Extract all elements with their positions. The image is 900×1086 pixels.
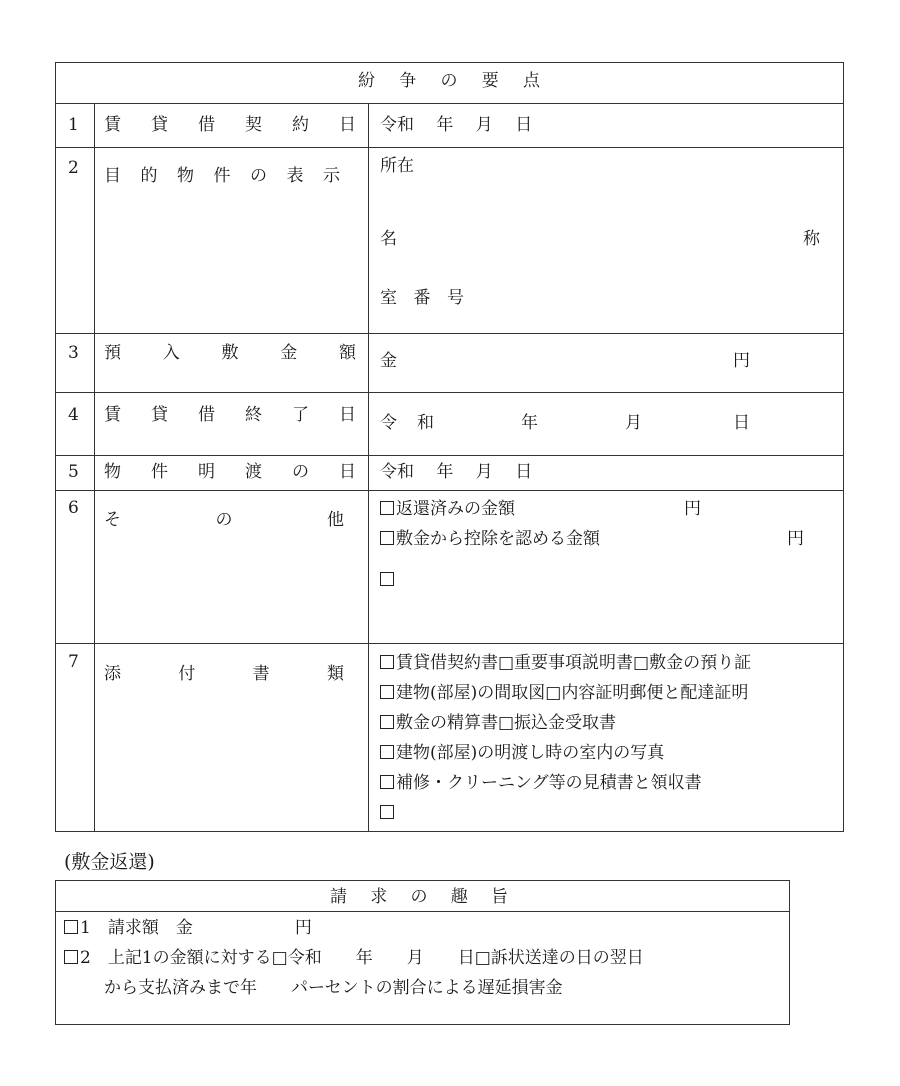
deposit-amount-prefix[interactable]: 金 <box>380 351 397 371</box>
checkbox-icon[interactable] <box>64 950 78 964</box>
attachment-line[interactable] <box>380 713 616 733</box>
dispute-title-char: 点 <box>523 71 540 91</box>
room-number-label: 室 番 号 <box>380 288 464 308</box>
row-divider <box>55 455 844 456</box>
attachment-text: 建物(部屋)の明渡し時の室内の写真 <box>396 743 665 763</box>
attachment-line[interactable] <box>380 773 702 793</box>
dispute-title-char: 要 <box>481 71 499 91</box>
claim-line-1[interactable] <box>64 918 312 938</box>
checkbox-icon[interactable] <box>380 775 394 789</box>
col-divider <box>94 103 95 832</box>
returned-amount-unit: 円 <box>684 499 701 519</box>
col-divider <box>368 103 369 832</box>
row-label: そ の 他 <box>104 510 344 530</box>
section-caption: (敷金返還) <box>64 851 155 873</box>
row-label: 物 件 明 渡 の 日 <box>104 462 356 482</box>
end-date-day[interactable]: 日 <box>733 413 750 433</box>
row-number: 6 <box>68 498 79 518</box>
location-label[interactable]: 所在 <box>380 156 414 176</box>
row-label: 目 的 物 件 の 表 示 <box>104 166 340 186</box>
row-number: 4 <box>68 405 79 425</box>
claim-line-2-text: 2 上記1の金額に対する□令和 年 月 日□訴状送達の日の翌日 <box>80 948 644 968</box>
row-divider <box>55 490 844 491</box>
attachment-line[interactable] <box>380 683 748 703</box>
dispute-title-char: 争 <box>399 71 417 91</box>
checkbox-icon[interactable] <box>64 920 78 934</box>
checkbox-icon[interactable] <box>380 685 394 699</box>
row-divider <box>55 911 790 912</box>
row-label: 賃 貸 借 契 約 日 <box>104 115 356 135</box>
checkbox-icon[interactable] <box>380 501 394 515</box>
checkbox-icon[interactable] <box>380 572 394 586</box>
deduction-amount-item[interactable] <box>380 529 600 549</box>
dispute-table-title <box>358 71 540 91</box>
row-label: 賃 貸 借 終 了 日 <box>104 405 356 425</box>
end-date-year[interactable]: 年 <box>521 413 538 433</box>
claim-table-title: 請 求 の 趣 旨 <box>330 887 508 907</box>
deduction-amount-unit: 円 <box>787 529 804 549</box>
attachment-text: 建物(部屋)の間取図□内容証明郵便と配達証明 <box>396 683 749 703</box>
contract-date-field[interactable]: 令和 年 月 日 <box>380 115 533 135</box>
returned-amount-item[interactable] <box>380 499 515 519</box>
end-date-reiwa: 令 和 <box>380 413 434 433</box>
row-divider <box>55 333 844 334</box>
property-name-right: 称 <box>803 229 820 249</box>
attachment-line[interactable] <box>380 743 664 763</box>
row-number: 2 <box>68 158 79 178</box>
claim-line-3: から支払済みまで年 パーセントの割合による遅延損害金 <box>104 978 563 998</box>
attachment-text: 補修・クリーニング等の見積書と領収書 <box>396 773 702 793</box>
row-label: 添 付 書 類 <box>104 664 344 684</box>
checkbox-icon[interactable] <box>380 715 394 729</box>
returned-amount-label: 返還済みの金額 <box>396 499 515 519</box>
row-divider <box>55 103 844 104</box>
row-label: 預 入 敷 金 額 <box>104 343 356 363</box>
row-divider <box>55 392 844 393</box>
handover-date-field[interactable]: 令和 年 月 日 <box>380 462 533 482</box>
end-date-month[interactable]: 月 <box>625 413 642 433</box>
checkbox-icon[interactable] <box>380 655 394 669</box>
row-number: 3 <box>68 343 79 363</box>
dispute-title-char: 紛 <box>358 71 375 91</box>
checkbox-icon[interactable] <box>380 531 394 545</box>
checkbox-icon[interactable] <box>380 805 394 819</box>
attachment-text: 敷金の精算書□振込金受取書 <box>396 713 617 733</box>
property-name-left: 名 <box>380 229 397 249</box>
claim-line-2[interactable] <box>64 948 644 968</box>
deduction-amount-label: 敷金から控除を認める金額 <box>396 529 600 549</box>
row-number: 7 <box>68 652 79 672</box>
other-blank-item[interactable] <box>380 570 396 590</box>
attachment-line[interactable] <box>380 653 751 673</box>
row-divider <box>55 643 844 644</box>
attachment-line[interactable] <box>380 803 396 823</box>
row-number: 5 <box>68 462 79 482</box>
row-divider <box>55 147 844 148</box>
attachment-text: 賃貸借契約書□重要事項説明書□敷金の預り証 <box>396 653 752 673</box>
row-number: 1 <box>68 115 79 135</box>
deposit-amount-unit: 円 <box>733 351 750 371</box>
claim-line-1-text: 1 請求額 金 円 <box>80 918 312 938</box>
dispute-title-char: の <box>440 71 458 91</box>
checkbox-icon[interactable] <box>380 745 394 759</box>
